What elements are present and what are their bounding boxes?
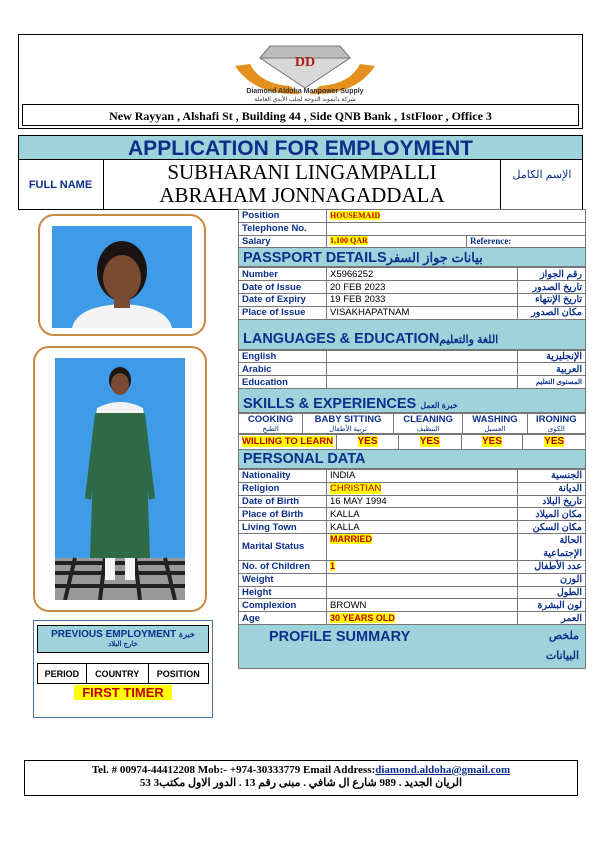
skill-washing-label: WASHING bbox=[472, 413, 518, 425]
telephone-label: Telephone No. bbox=[239, 222, 327, 235]
full-name-label-ar: الإسم الكامل bbox=[500, 160, 583, 210]
telephone-value bbox=[327, 222, 586, 235]
living-town-value: KALLA bbox=[327, 521, 518, 534]
children-cell bbox=[327, 560, 518, 573]
skill-cleaning-cell bbox=[398, 434, 461, 449]
portrait-photo bbox=[52, 226, 192, 328]
passport-expiry-label: Date of Expiry bbox=[239, 293, 327, 306]
previous-employment-title-ar: خبرة bbox=[178, 630, 195, 639]
full-name-line1: SUBHARANI LINGAMPALLI bbox=[167, 160, 437, 184]
skill-ironing-value: YES bbox=[544, 436, 565, 448]
skill-baby-sitting-value: YES bbox=[357, 436, 378, 448]
height-label-ar: الطول bbox=[518, 586, 586, 599]
skill-baby-sitting-label: BABY SITTING bbox=[314, 413, 382, 425]
complexion-label-ar: لون البشرة bbox=[518, 599, 586, 612]
complexion-value: BROWN bbox=[327, 599, 518, 612]
previous-employment-header bbox=[37, 625, 209, 653]
column-period: PERIOD bbox=[38, 664, 87, 684]
previous-employment-title: PREVIOUS EMPLOYMENT bbox=[51, 629, 177, 640]
height-label: Height bbox=[239, 586, 327, 599]
passport-number-label-ar: رقم الجواز bbox=[518, 268, 586, 281]
skill-ironing-cell bbox=[523, 434, 586, 449]
skills-values-table bbox=[238, 434, 586, 450]
skill-washing bbox=[463, 413, 527, 433]
passport-title: PASSPORT DETAILS bbox=[243, 250, 387, 267]
skill-cleaning-value: YES bbox=[419, 436, 440, 448]
skill-ironing-label: IRONING bbox=[535, 413, 577, 425]
reference-label: Reference: bbox=[467, 235, 586, 248]
passport-place-label: Place of Issue bbox=[239, 306, 327, 319]
passport-title-ar: بيانات جواز السفر bbox=[386, 250, 483, 266]
full-name-label: FULL NAME bbox=[18, 160, 104, 210]
salary-value: 1,100 QAR bbox=[330, 236, 368, 246]
marital-status-cell bbox=[327, 533, 518, 560]
logo-company-name-ar: شركة دايموند الدوحة لجلب الأيدي العاملة bbox=[254, 97, 356, 103]
passport-expiry-value: 19 FEB 2033 bbox=[327, 293, 518, 306]
skill-cooking bbox=[239, 413, 303, 433]
dob-value: 16 MAY 1994 bbox=[327, 495, 518, 508]
details-column bbox=[238, 209, 586, 669]
religion-label-ar: الديانة bbox=[518, 482, 586, 495]
profile-summary-section bbox=[238, 625, 586, 669]
education-value bbox=[327, 376, 518, 389]
passport-issue-label: Date of Issue bbox=[239, 281, 327, 294]
full-name-value bbox=[104, 161, 500, 207]
weight-label: Weight bbox=[239, 573, 327, 586]
living-town-label: Living Town bbox=[239, 521, 327, 534]
logo-company-name: Diamond Aldoha Manpower Supply bbox=[246, 88, 364, 95]
children-label-ar: عدد الأطفال bbox=[518, 560, 586, 573]
age-label: Age bbox=[239, 612, 327, 625]
arabic-label-ar: العربية bbox=[518, 363, 586, 376]
svg-text:DD: DD bbox=[294, 55, 316, 70]
religion-cell bbox=[327, 482, 518, 495]
skills-title-ar: خبرة العمل bbox=[420, 400, 458, 410]
full-body-photo bbox=[55, 358, 185, 600]
pob-label: Place of Birth bbox=[239, 508, 327, 521]
skill-baby-sitting-cell bbox=[337, 434, 399, 449]
skills-section-title bbox=[238, 389, 586, 413]
skill-ironing bbox=[527, 413, 585, 433]
skill-washing-label-ar: الغسيل bbox=[484, 425, 506, 433]
personal-title: PERSONAL DATA bbox=[243, 450, 366, 467]
religion-label: Religion bbox=[239, 482, 327, 495]
page-title: APPLICATION FOR EMPLOYMENT bbox=[18, 135, 583, 160]
profile-summary-title: PROFILE SUMMARY bbox=[269, 628, 411, 645]
column-country: COUNTRY bbox=[86, 664, 148, 684]
passport-table bbox=[238, 267, 586, 319]
dob-label-ar: تاريخ البلاد bbox=[518, 495, 586, 508]
passport-place-value: VISAKHAPATNAM bbox=[327, 306, 518, 319]
pob-value: KALLA bbox=[327, 508, 518, 521]
personal-table bbox=[238, 469, 586, 625]
languages-title: LANGUAGES & EDUCATION bbox=[243, 330, 440, 347]
arabic-value bbox=[327, 363, 518, 376]
skill-ironing-label-ar: الكوى bbox=[547, 425, 565, 433]
column-position: POSITION bbox=[148, 664, 208, 684]
skill-baby-sitting-label-ar: تربية الأطفال bbox=[329, 425, 367, 433]
children-value: 1 bbox=[330, 561, 336, 572]
religion-value: CHRISTIAN bbox=[330, 483, 382, 495]
english-value bbox=[327, 350, 518, 363]
person-portrait-icon bbox=[52, 226, 192, 328]
footer-contact bbox=[24, 760, 578, 796]
weight-label-ar: الوزن bbox=[518, 573, 586, 586]
salary-cell bbox=[327, 235, 467, 248]
company-address: New Rayyan , Alshafi St , Building 44 , Side QNB Bank , 1stFloor , Office 3 bbox=[22, 104, 579, 126]
height-value bbox=[327, 586, 518, 599]
first-timer-value: FIRST TIMER bbox=[74, 685, 172, 700]
skill-cooking-cell bbox=[239, 434, 337, 449]
skill-washing-cell bbox=[461, 434, 523, 449]
full-name-line2: ABRAHAM JONNAGADDALA bbox=[159, 183, 445, 207]
arabic-label: Arabic bbox=[239, 363, 327, 376]
children-label: No. of Children bbox=[239, 560, 327, 573]
profile-summary-ar-2: البيانات bbox=[545, 649, 579, 662]
pob-label-ar: مكان الميلاد bbox=[518, 508, 586, 521]
position-label: Position bbox=[239, 210, 327, 223]
position-cell bbox=[327, 210, 586, 223]
position-value: HOUSEMAID bbox=[330, 210, 381, 220]
first-timer-row bbox=[37, 684, 209, 704]
complexion-label: Complexion bbox=[239, 599, 327, 612]
passport-number-label: Number bbox=[239, 268, 327, 281]
passport-issue-label-ar: تاريخ الصدور bbox=[518, 281, 586, 294]
languages-table bbox=[238, 350, 586, 389]
skill-cleaning-label: CLEANING bbox=[403, 413, 453, 425]
education-label: Education bbox=[239, 376, 327, 389]
skill-cooking-label: COOKING bbox=[247, 413, 294, 425]
skill-cooking-label-ar: الطبخ bbox=[262, 425, 279, 433]
passport-expiry-label-ar: تاريخ الإنتهاء bbox=[518, 293, 586, 306]
previous-employment-table bbox=[37, 663, 209, 684]
marital-status-value: MARRIED bbox=[330, 533, 372, 544]
languages-title-ar: اللغة والتعليم bbox=[439, 333, 499, 346]
english-label: English bbox=[239, 350, 327, 363]
skill-baby-sitting bbox=[303, 413, 394, 433]
passport-place-label-ar: مكان الصدور bbox=[518, 306, 586, 319]
education-label-ar: المستوى التعليم bbox=[518, 376, 586, 389]
salary-label: Salary bbox=[239, 235, 327, 248]
nationality-label: Nationality bbox=[239, 469, 327, 482]
age-cell bbox=[327, 612, 518, 625]
age-value: 30 YEARS OLD bbox=[330, 612, 395, 623]
person-full-body-icon bbox=[55, 358, 185, 600]
passport-issue-value: 20 FEB 2023 bbox=[327, 281, 518, 294]
skill-cleaning bbox=[393, 413, 462, 433]
skill-cooking-value: WILLING TO LEARN bbox=[242, 435, 334, 447]
english-label-ar: الإنجليزية bbox=[518, 350, 586, 363]
living-town-label-ar: مكان السكن bbox=[518, 521, 586, 534]
profile-summary-ar-1: ملخص bbox=[548, 629, 579, 642]
marital-status-label: Marital Status bbox=[239, 533, 327, 560]
passport-number-value: X5966252 bbox=[327, 268, 518, 281]
skills-table bbox=[238, 413, 586, 434]
weight-value bbox=[327, 573, 518, 586]
personal-section-title bbox=[238, 450, 586, 469]
marital-status-label-ar: الحالة الإجتماعية bbox=[518, 533, 586, 560]
previous-employment-subtitle-ar: خارج البلاد bbox=[108, 641, 138, 648]
footer-address-ar: 53 الريان الجديد . 989 شارع ال شافي . مبنى رقم 13 . الدور الاول مكتب3 bbox=[139, 777, 463, 789]
skills-title: SKILLS & EXPERIENCES bbox=[243, 395, 417, 412]
languages-section-title bbox=[238, 320, 586, 350]
footer-email-link[interactable]: diamond.aldoha@gmail.com bbox=[375, 764, 511, 776]
skill-washing-value: YES bbox=[481, 436, 502, 448]
nationality-label-ar: الجنسية bbox=[518, 469, 586, 482]
job-table bbox=[238, 209, 586, 248]
age-label-ar: العمر bbox=[518, 612, 586, 625]
passport-section-title bbox=[238, 248, 586, 267]
nationality-value: INDIA bbox=[327, 469, 518, 482]
footer-contact-text: Tel. # 00974-44412208 Mob:- +974-30333779 Email Address: bbox=[91, 764, 376, 776]
skill-cleaning-label-ar: التنظيف bbox=[416, 425, 440, 433]
dob-label: Date of Birth bbox=[239, 495, 327, 508]
